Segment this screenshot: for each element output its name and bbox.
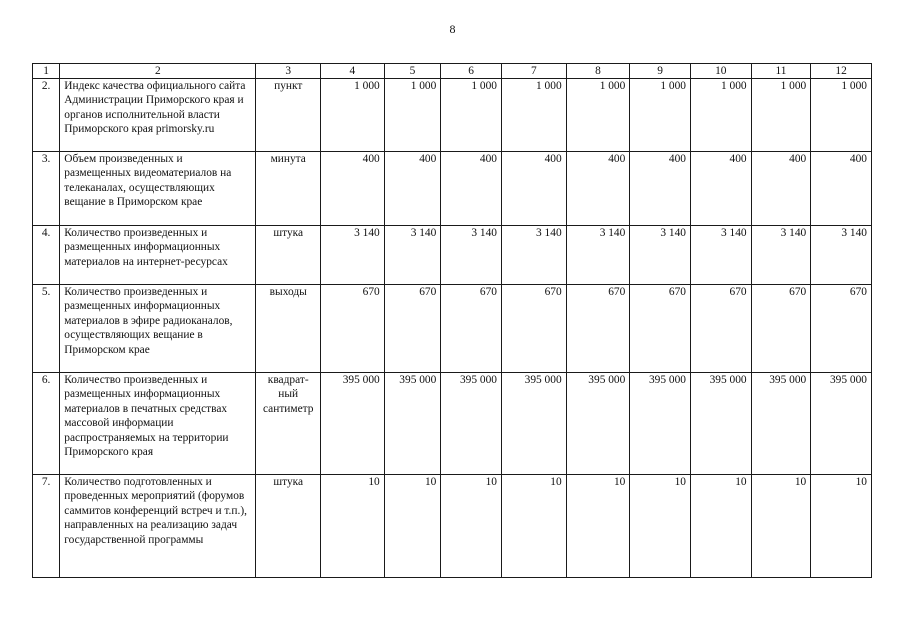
column-header: 12 [811,64,872,79]
value-cell: 10 [566,475,630,578]
value-cell: 3 140 [751,226,811,285]
column-header: 7 [501,64,566,79]
column-header: 6 [441,64,502,79]
value-cell: 400 [321,152,385,226]
table-row [33,79,872,152]
table-row [33,226,872,285]
value-cell: 3 140 [630,226,691,285]
value-cell: 1 000 [811,79,872,152]
indicator-name-cell: Объем произведенных и размещенных видеоматериалов на телеканалах, осуществляющих вещание в Приморском крае [60,152,256,226]
row-number-cell: 3. [33,152,60,226]
table-row [33,152,872,226]
indicator-name-cell: Количество произведенных и размещенных информационных материалов в печатных средствах массовой информации распространяемых на территории Приморского края [60,373,256,475]
value-cell: 3 140 [321,226,385,285]
row-number-cell: 2. [33,79,60,152]
column-header: 10 [690,64,751,79]
value-cell: 3 140 [690,226,751,285]
value-cell: 400 [501,152,566,226]
row-number-cell: 4. [33,226,60,285]
unit-cell: минута [256,152,321,226]
value-cell: 670 [501,285,566,373]
column-header: 1 [33,64,60,79]
value-cell: 3 140 [384,226,441,285]
value-cell: 10 [321,475,385,578]
value-cell: 400 [441,152,502,226]
row-number-cell: 7. [33,475,60,578]
indicator-name-cell: Индекс качества официального сайта Администрации Приморского края и органов исполнительной власти Приморского края primorsky.ru [60,79,256,152]
value-cell: 395 000 [630,373,691,475]
value-cell: 10 [751,475,811,578]
value-cell: 395 000 [321,373,385,475]
value-cell: 400 [690,152,751,226]
row-number-cell: 5. [33,285,60,373]
table-row [33,285,872,373]
value-cell: 10 [630,475,691,578]
value-cell: 670 [811,285,872,373]
value-cell: 1 000 [630,79,691,152]
value-cell: 395 000 [501,373,566,475]
column-header: 4 [321,64,385,79]
table-row [33,373,872,475]
value-cell: 670 [566,285,630,373]
column-header: 8 [566,64,630,79]
value-cell: 670 [321,285,385,373]
value-cell: 395 000 [441,373,502,475]
value-cell: 395 000 [384,373,441,475]
indicator-name-cell: Количество произведенных и размещенных информационных материалов в эфире радиоканалов, осуществляющих вещание в Приморском крае [60,285,256,373]
value-cell: 1 000 [321,79,385,152]
value-cell: 10 [501,475,566,578]
column-header: 3 [256,64,321,79]
page-number: 8 [449,22,456,36]
table-header-row [33,64,872,79]
value-cell: 400 [630,152,691,226]
table-row [33,475,872,578]
value-cell: 10 [384,475,441,578]
indicator-name-cell: Количество подготовленных и проведенных мероприятий (форумов саммитов конференций встреч и т.п.), направленных на реализацию задач государственной программы [60,475,256,578]
value-cell: 3 140 [566,226,630,285]
row-number-cell: 6. [33,373,60,475]
column-header: 11 [751,64,811,79]
value-cell: 10 [441,475,502,578]
value-cell: 395 000 [811,373,872,475]
value-cell: 400 [811,152,872,226]
value-cell: 670 [384,285,441,373]
value-cell: 395 000 [751,373,811,475]
value-cell: 10 [690,475,751,578]
unit-cell: штука [256,475,321,578]
unit-cell: выходы [256,285,321,373]
value-cell: 400 [751,152,811,226]
value-cell: 3 140 [501,226,566,285]
value-cell: 670 [690,285,751,373]
column-header: 5 [384,64,441,79]
column-header: 9 [630,64,691,79]
value-cell: 1 000 [441,79,502,152]
value-cell: 395 000 [566,373,630,475]
indicator-name-cell: Количество произведенных и размещенных информационных материалов на интернет-ресурсах [60,226,256,285]
unit-cell: пункт [256,79,321,152]
value-cell: 3 140 [811,226,872,285]
value-cell: 395 000 [690,373,751,475]
unit-cell: квадрат-ный сантиметр [256,373,321,475]
value-cell: 670 [630,285,691,373]
value-cell: 10 [811,475,872,578]
value-cell: 3 140 [441,226,502,285]
value-cell: 1 000 [690,79,751,152]
value-cell: 1 000 [501,79,566,152]
value-cell: 670 [751,285,811,373]
value-cell: 1 000 [566,79,630,152]
indicators-table [32,63,872,578]
value-cell: 400 [566,152,630,226]
unit-cell: штука [256,226,321,285]
column-header: 2 [60,64,256,79]
value-cell: 400 [384,152,441,226]
value-cell: 670 [441,285,502,373]
value-cell: 1 000 [384,79,441,152]
value-cell: 1 000 [751,79,811,152]
